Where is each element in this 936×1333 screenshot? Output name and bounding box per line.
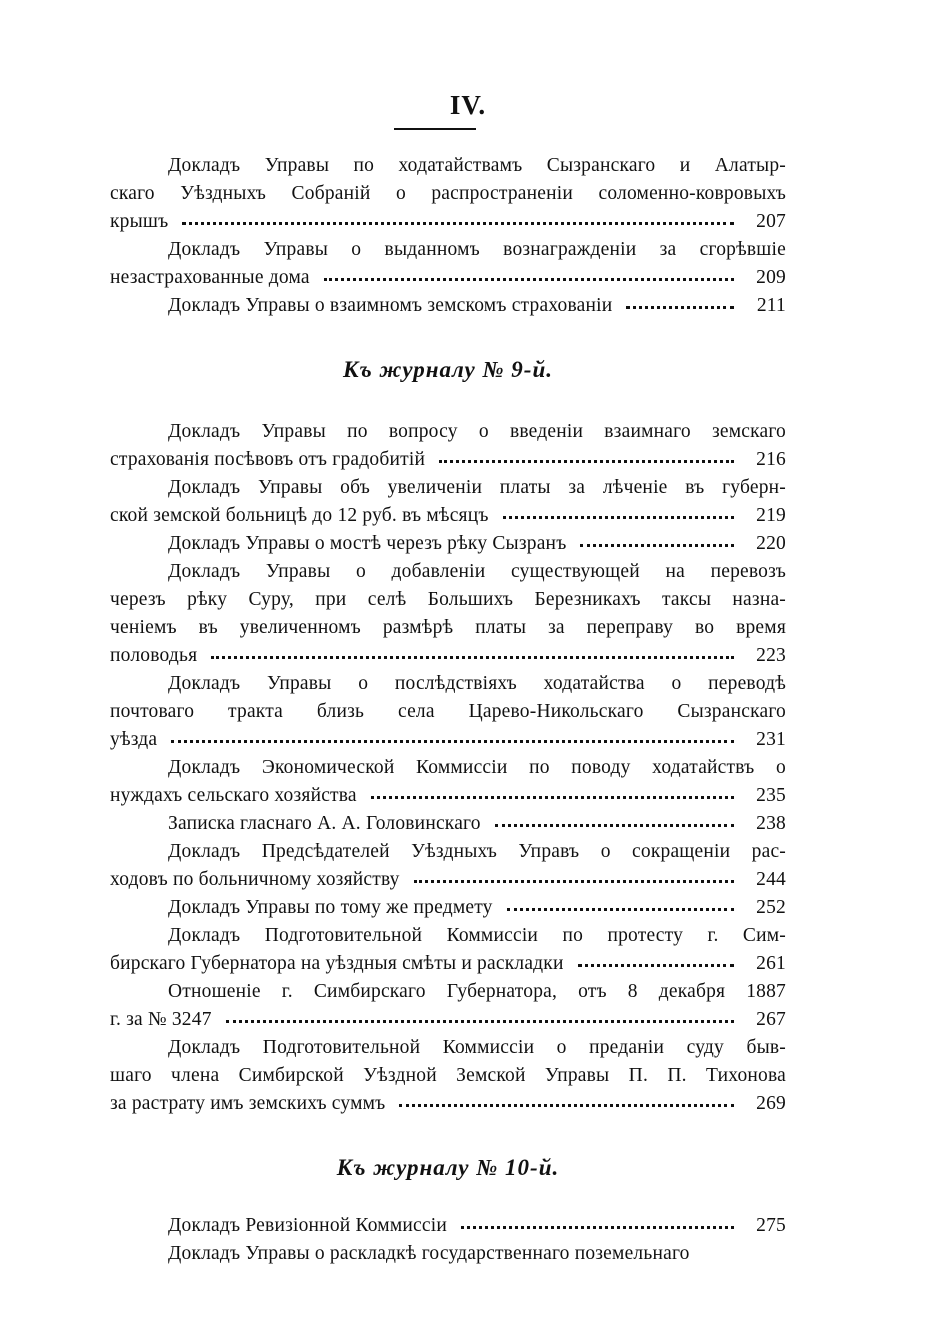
toc-entry-text: скаго Уѣздныхъ Собраній о распространеніи соломенно-ковровыхъ: [110, 183, 786, 204]
toc-entry-text: черезъ рѣку Суру, при селѣ Большихъ Березникахъ таксы назна-: [110, 589, 786, 610]
section-heading: Къ журналу № 10-й.: [336, 1155, 560, 1180]
toc-entry-last-line: [110, 208, 786, 236]
toc-entry-last-line: [110, 502, 786, 530]
toc-entry: [110, 978, 786, 1034]
toc-entry-text: Докладъ Управы о мостѣ черезъ рѣку Сызранъ: [168, 533, 567, 554]
toc-entry-page: 252: [756, 897, 786, 918]
toc-entry-last-line: [168, 810, 786, 838]
toc-entry-text: ской земской больницѣ до 12 руб. въ мѣсяцъ: [110, 505, 489, 526]
toc-entry-text: ченіемъ въ увеличенномъ размѣрѣ платы за переправу во время: [110, 617, 786, 638]
toc-entry-text: ходовъ по больничному хозяйству: [110, 869, 400, 890]
dot-leader: [211, 656, 734, 659]
header-rule: [394, 128, 476, 130]
dot-leader: [324, 278, 734, 281]
dot-leader: [414, 880, 734, 883]
dot-leader: [580, 544, 734, 547]
toc-entry-last-line: [110, 950, 786, 978]
toc-entry: [110, 754, 786, 810]
toc-entry-last-line: [168, 1212, 786, 1240]
toc-entry-text: шаго члена Симбирской Уѣздной Земской Управы П. П. Тихонова: [110, 1065, 786, 1086]
toc-entry: [110, 1034, 786, 1118]
toc-entry-text: Докладъ Ревизіонной Коммиссіи: [168, 1215, 447, 1236]
toc-entry-page: 207: [756, 211, 786, 232]
table-of-contents: [110, 152, 786, 1268]
toc-entry-last-line: [110, 1006, 786, 1034]
toc-entry-last-line: [110, 446, 786, 474]
toc-entry-last-line: [168, 292, 786, 320]
toc-entry-text: нуждахъ сельскаго хозяйства: [110, 785, 357, 806]
toc-entry: [110, 670, 786, 754]
toc-entry: [110, 838, 786, 894]
toc-entry-text: за растрату имъ земскихъ суммъ: [110, 1093, 386, 1114]
toc-entry-last-line: [110, 1090, 786, 1118]
toc-entry-text: половодья: [110, 645, 198, 666]
dot-leader: [626, 306, 734, 309]
dot-leader: [399, 1104, 734, 1107]
toc-entry-last-line: [110, 726, 786, 754]
toc-entry-page: 244: [756, 869, 786, 890]
toc-entry-page: 231: [756, 729, 786, 750]
toc-entry-page: 267: [756, 1009, 786, 1030]
toc-entry: [110, 558, 786, 670]
toc-entry-last-line: [110, 782, 786, 810]
dot-leader: [461, 1226, 734, 1229]
toc-entry-text: крышъ: [110, 211, 169, 232]
toc-entry: [110, 418, 786, 474]
toc-entry-text: Докладъ Предсѣдателей Уѣздныхъ Управъ о сокращеніи рас-: [168, 841, 786, 862]
toc-entry-text: бирскаго Губернатора на уѣздныя смѣты и раскладки: [110, 953, 564, 974]
dot-leader: [439, 460, 734, 463]
section-heading: Къ журналу № 9-й.: [343, 357, 553, 382]
toc-entry-text: Докладъ Управы по ходатайствамъ Сызранскаго и Алатыр-: [168, 155, 786, 176]
dot-leader: [226, 1020, 734, 1023]
toc-entry-text: страхованія посѣвовъ отъ градобитій: [110, 449, 426, 470]
dot-leader: [578, 964, 734, 967]
dot-leader: [507, 908, 734, 911]
dot-leader: [182, 222, 734, 225]
page-number: IV.: [449, 90, 487, 120]
toc-entry-last-line: [110, 866, 786, 894]
toc-entry-page: 211: [756, 295, 786, 316]
toc-entry-last-line: [110, 264, 786, 292]
toc-entry-last-line: [168, 894, 786, 922]
toc-entry: [168, 530, 786, 558]
toc-entry-page: 223: [756, 645, 786, 666]
toc-entry-text: Докладъ Экономической Коммиссіи по поводу ходатайствъ о: [168, 757, 786, 778]
toc-entry-text: Докладъ Подготовительной Коммиссіи по протесту г. Сим-: [168, 925, 786, 946]
toc-entry-last-line: [110, 642, 786, 670]
dot-leader: [503, 516, 734, 519]
toc-entry: [168, 292, 786, 320]
toc-entry-text: почтоваго тракта близь села Царево-Никольскаго Сызранскаго: [110, 701, 786, 722]
toc-entry: [168, 894, 786, 922]
toc-entry: [110, 474, 786, 530]
toc-entry-last-line: [168, 530, 786, 558]
toc-entry-page: 209: [756, 267, 786, 288]
toc-entry-text: Отношеніе г. Симбирскаго Губернатора, отъ 8 декабря 1887: [168, 981, 786, 1002]
toc-entry-page: 219: [756, 505, 786, 526]
toc-entry: [110, 152, 786, 236]
dot-leader: [371, 796, 734, 799]
toc-entry-text: Докладъ Управы по тому же предмету: [168, 897, 493, 918]
toc-entry: [110, 922, 786, 978]
toc-entry-text: Докладъ Управы о выданномъ вознагражденіи за сгорѣвшіе: [168, 239, 786, 260]
toc-entry-text: незастрахованные дома: [110, 267, 310, 288]
toc-entry: [110, 236, 786, 292]
toc-entry-page: 220: [756, 533, 786, 554]
toc-entry-page: 275: [756, 1215, 786, 1236]
toc-entry-page: 216: [756, 449, 786, 470]
dot-leader: [171, 740, 734, 743]
toc-entry-text: Записка гласнаго А. А. Головинскаго: [168, 813, 481, 834]
toc-entry: [168, 1212, 786, 1240]
dot-leader: [495, 824, 734, 827]
toc-entry-text: Докладъ Управы о послѣдствіяхъ ходатайства о переводѣ: [168, 673, 786, 694]
toc-entry-text: Докладъ Подготовительной Коммиссіи о преданіи суду быв-: [168, 1037, 786, 1058]
toc-entry-page: 238: [756, 813, 786, 834]
toc-entry-text: г. за № 3247: [110, 1009, 212, 1030]
toc-entry: [168, 810, 786, 838]
toc-entry-text: Докладъ Управы объ увеличеніи платы за лѣченіе въ губерн-: [168, 477, 786, 498]
toc-entry-page: 235: [756, 785, 786, 806]
toc-entry-text: уѣзда: [110, 729, 158, 750]
toc-entry-text: Докладъ Управы о добавленіи существующей на перевозъ: [168, 561, 786, 582]
toc-entry-text: Докладъ Управы о раскладкѣ государственнаго поземельнаго: [168, 1243, 690, 1264]
toc-entry: [168, 1240, 786, 1268]
toc-entry-text: Докладъ Управы о взаимномъ земскомъ страхованіи: [168, 295, 613, 316]
toc-entry-text: Докладъ Управы по вопросу о введеніи взаимнаго земскаго: [168, 421, 786, 442]
toc-entry-page: 261: [756, 953, 786, 974]
toc-entry-page: 269: [756, 1093, 786, 1114]
